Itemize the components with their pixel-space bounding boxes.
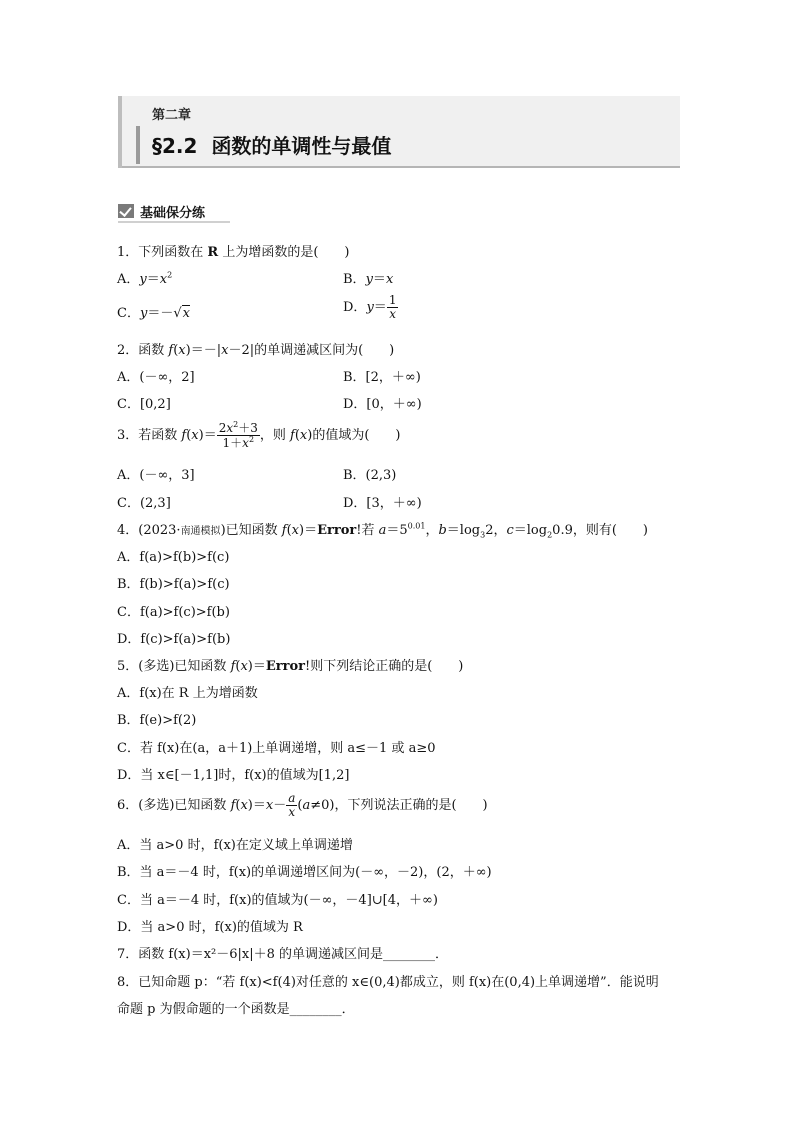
question-2-option-c: C．[0,2] [117,397,171,412]
chapter-header [118,96,680,168]
section-number: §2.2 [152,134,198,158]
section-tag-underline [118,221,230,223]
question-3-stem: 3．若函数 f(x)＝ $\frac{2x^2+3}{1+x^2}$ ，则 f(x)的值域为( ) [117,420,401,451]
question-1-stem: 1．下列函数在 R 上为增函数的是( ) [117,245,350,260]
section-tag [118,200,205,222]
question-4-option-a: A．f(a)>f(b)>f(c) [117,550,230,565]
question-5-option-a: A．f(x)在 R 上为增函数 [117,686,258,701]
question-7-stem: 7．函数 f(x)＝x²－6|x|＋8 的单调递减区间是________． [117,947,448,962]
question-6-option-d: D．当 a>0 时，f(x)的值域为 R [117,920,303,935]
section-title: 函数的单调性与最值 [211,134,392,158]
question-2-option-a: A．(－∞，2] [117,370,195,385]
question-3-option-d: D．[3，＋∞) [343,496,422,511]
question-6-option-b: B．当 a＝－4 时，f(x)的单调递增区间为(－∞，－2)，(2，＋∞) [117,865,492,880]
question-1-option-b: B．y＝x [343,272,394,287]
question-2-option-b: B．[2，＋∞) [343,370,421,385]
chapter-label: 第二章 [152,108,192,123]
question-2-stem: 2．函数 f(x)＝－|x－2|的单调递减区间为( ) [117,343,395,358]
question-5-option-b: B．f(e)>f(2) [117,713,197,728]
question-1-option-d: D．y＝ $\frac{1}{x}$ [343,293,397,322]
question-8-stem-cont: 命题 p 为假命题的一个函数是________． [117,1002,355,1017]
question-4-option-c: C．f(a)>f(c)>f(b) [117,605,230,620]
question-4-option-d: D．f(c)>f(a)>f(b) [117,632,231,647]
question-3-option-c: C．(2,3] [117,496,171,511]
question-1-option-a: A．$y=x^2$ [117,270,173,287]
question-5-stem: 5．(多选)已知函数 f(x)＝Error!则下列结论正确的是( ) [117,659,464,674]
checkbox-icon [118,204,134,218]
question-4-option-b: B．f(b)>f(a)>f(c) [117,577,230,592]
question-5-option-c: C．若 f(x)在(a，a＋1)上单调递增，则 a≤－1 或 a≥0 [117,741,436,756]
question-3-option-b: B．(2,3) [343,468,397,483]
question-3-option-a: A．(－∞，3] [117,468,195,483]
question-6-option-a: A．当 a>0 时，f(x)在定义域上单调递增 [117,838,353,853]
question-5-option-d: D．当 x∈[－1,1]时，f(x)的值域为[1,2] [117,768,350,783]
question-6-stem: 6．(多选)已知函数 f(x)＝x－ $\frac{a}{x}$ (a≠0)，下列说法正确的是( ) [117,791,488,820]
section-tag-label: 基础保分练 [140,205,206,221]
question-4-stem: 4．(2023·南通模拟)已知函数 f(x)＝Error!若 $a=5^{0.01}$，$b=\log_32$，$c=\log_20.9$，则有( ) [117,521,648,540]
page-title [152,130,391,159]
question-6-option-c: C．当 a＝－4 时，f(x)的值域为(－∞，－4]∪[4，＋∞) [117,893,438,908]
question-1-option-c: C．y＝－√x [117,306,190,321]
header-accent-bar [136,126,140,164]
question-2-option-d: D．[0，＋∞) [343,397,422,412]
header-divider [122,166,680,168]
question-8-stem: 8．已知命题 p：“若 f(x)<f(4)对任意的 x∈(0,4)都成立，则 f(x)在(0,4)上单调递增”．能说明 [117,975,659,990]
